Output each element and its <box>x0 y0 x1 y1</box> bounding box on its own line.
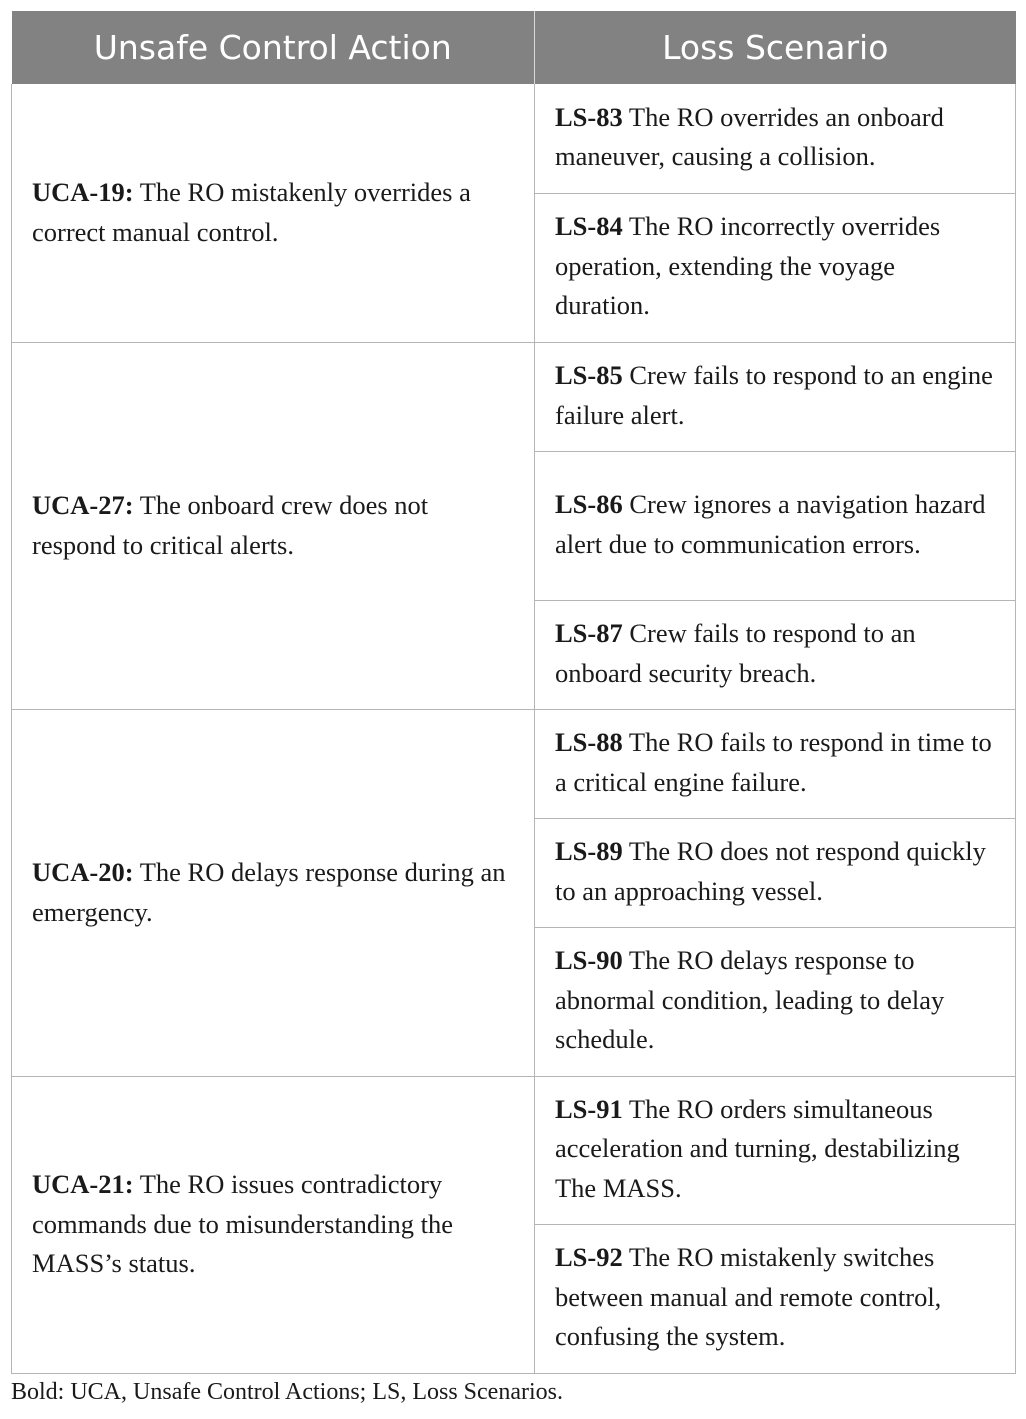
uca-id: UCA-20: <box>32 857 134 887</box>
ls-text: The RO does not respond quickly to an approaching vessel. <box>555 836 986 906</box>
uca-id: UCA-27: <box>32 490 134 520</box>
uca-loss-scenario-table <box>11 11 1016 1374</box>
loss-scenario-cell <box>535 927 1016 1076</box>
ls-text: The RO mistakenly switches between manual and remote control, confusing the system. <box>555 1242 942 1352</box>
ls-id: LS-89 <box>555 836 623 866</box>
loss-scenario-cell <box>535 709 1016 818</box>
table-row <box>12 709 1016 818</box>
loss-scenario-cell <box>535 1076 1016 1224</box>
ls-id: LS-90 <box>555 945 623 976</box>
ls-id: LS-86 <box>555 489 623 519</box>
uca-cell <box>12 84 535 342</box>
uca-cell <box>12 709 535 1076</box>
header-row <box>12 11 1016 84</box>
table-row <box>12 84 1016 193</box>
header-loss-scenario: Loss Scenario <box>535 11 1016 84</box>
ls-text: The RO fails to respond in time to a critical engine failure. <box>555 727 992 797</box>
loss-scenario-cell <box>535 451 1016 600</box>
uca-cell <box>12 342 535 709</box>
uca-id: UCA-21: <box>32 1169 134 1200</box>
table-footnote: Bold: UCA, Unsafe Control Actions; LS, Loss Scenarios. <box>11 1379 563 1405</box>
loss-scenario-cell <box>535 600 1016 709</box>
loss-scenario-cell <box>535 84 1016 193</box>
loss-scenario-cell <box>535 1224 1016 1373</box>
uca-text: The onboard crew does not respond to critical alerts. <box>32 490 429 560</box>
header-unsafe-control-action: Unsafe Control Action <box>12 11 535 84</box>
ls-id: LS-84 <box>555 211 623 242</box>
uca-text: The RO mistakenly overrides a correct manual control. <box>32 177 471 247</box>
ls-text: The RO overrides an onboard maneuver, causing a collision. <box>555 101 944 172</box>
uca-text: The RO delays response during an emergency. <box>32 857 506 927</box>
uca-id: UCA-19: <box>32 177 134 208</box>
ls-text: Crew fails to respond to an engine failure alert. <box>555 360 993 430</box>
ls-id: LS-83 <box>555 101 623 132</box>
ls-id: LS-85 <box>555 360 623 390</box>
ls-text: The RO incorrectly overrides operation, extending the voyage duration. <box>555 211 941 321</box>
uca-cell <box>12 1076 535 1373</box>
table-row <box>12 342 1016 451</box>
ls-text: The RO delays response to abnormal condition, leading to delay schedule. <box>555 945 945 1055</box>
ls-id: LS-91 <box>555 1093 623 1124</box>
ls-text: Crew fails to respond to an onboard security breach. <box>555 618 916 688</box>
uca-text: The RO issues contradictory commands due to misunderstanding the MASS’s status. <box>32 1169 453 1279</box>
table-row <box>12 1076 1016 1224</box>
ls-id: LS-92 <box>555 1242 623 1273</box>
ls-text: Crew ignores a navigation hazard alert due to communication errors. <box>555 489 986 559</box>
loss-scenario-cell <box>535 818 1016 927</box>
ls-id: LS-88 <box>555 727 623 757</box>
ls-id: LS-87 <box>555 618 623 648</box>
loss-scenario-cell <box>535 193 1016 342</box>
loss-scenario-cell <box>535 342 1016 451</box>
ls-text: The RO orders simultaneous acceleration and turning, destabilizing The MASS. <box>555 1093 960 1203</box>
